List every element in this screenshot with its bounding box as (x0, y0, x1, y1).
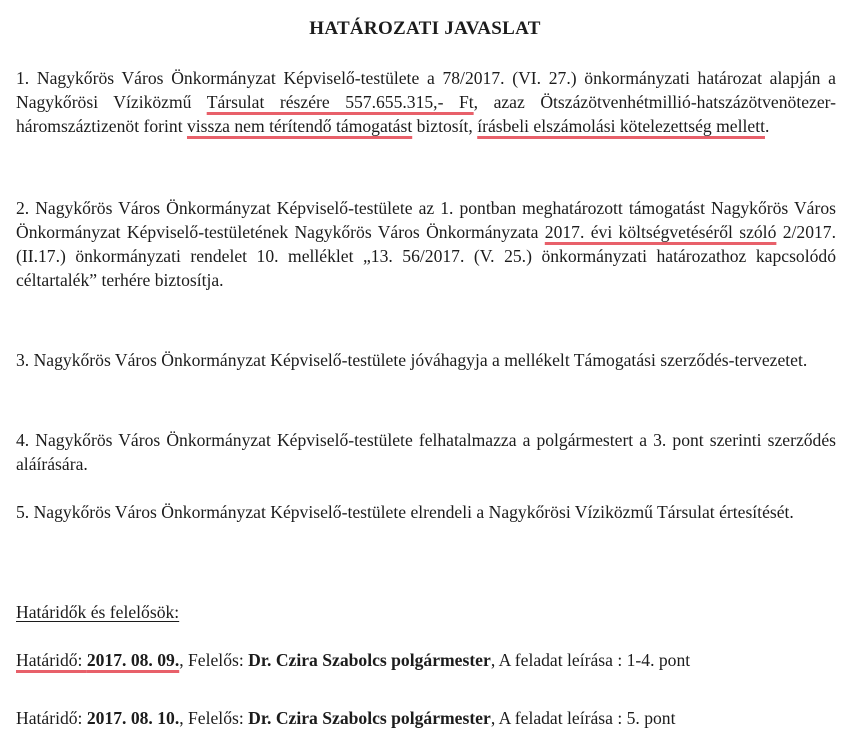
deadlines-heading-text: Határidők és felelősök: (16, 602, 180, 622)
deadline-1-tail: , A feladat leírása : 1-4. pont (490, 650, 691, 670)
resolution-point-1 (16, 66, 836, 138)
point-1-highlight-obligation: írásbeli elszámolási kötelezettség mellett (477, 116, 765, 136)
deadlines-heading (16, 600, 836, 624)
point-1-text-g: . (764, 116, 770, 136)
deadline-2-label: Határidő: (16, 708, 87, 728)
deadline-1-label-date (16, 650, 179, 670)
deadline-1-person: Dr. Czira Szabolcs polgármester (248, 650, 491, 670)
point-2-highlight-budget: 2017. évi költségvetéséről szóló (544, 222, 777, 242)
deadline-1-mid: , Felelős: (179, 650, 249, 670)
point-1-text-a: 1. Nagykőrös Város Önkormányzat Képviselő-testülete a 78/2017. (VI. 27.) önkormányzati határozat alapján a Nagykőrösi Víziközmű (16, 68, 836, 112)
point-1-text-c: , azaz Ötszázötvenhétmillió-hatszázötvenötezer-háromszáztizenöt forint (16, 92, 837, 136)
resolution-point-3: 3. Nagykőrös Város Önkormányzat Képviselő-testülete jóváhagyja a mellékelt Támogatási szerződés-tervezetet. (16, 350, 808, 370)
resolution-point-2 (16, 196, 836, 292)
point-1-highlight-amount: Társulat részére 557.655.315,- Ft (206, 92, 474, 112)
point-2-text-c: 2/2017. (II.17.) önkormányzati rendelet 10. melléklet „13. 56/2017. (V. 25.) önkormányzati határozathoz kapcsolódó céltartalék” terhére biztosítja. (16, 222, 836, 290)
resolution-point-5: 5. Nagykőrös Város Önkormányzat Képviselő-testülete elrendeli a Nagykőrösi Víziközmű Társulat értesítését. (16, 502, 794, 522)
deadline-2-date: 2017. 08. 10. (86, 708, 180, 728)
deadline-2-mid: , Felelős: (179, 708, 249, 728)
resolution-point-4: 4. Nagykőrös Város Önkormányzat Képviselő-testülete felhatalmazza a polgármestert a 3. pont szerinti szerződés aláírására. (16, 430, 836, 474)
document-title: HATÁROZATI JAVASLAT (309, 18, 541, 39)
point-2-text-a: 2. Nagykőrös Város Önkormányzat Képviselő-testülete az 1. pontban meghatározott támogatást Nagykőrös Város Önkormányzat Képviselő-testületének Nagykőrös Város Önkormányzata (16, 198, 836, 242)
deadline-2-person: Dr. Czira Szabolcs polgármester (248, 708, 491, 728)
deadline-1-label: Határidő: (16, 650, 87, 670)
deadline-1-date: 2017. 08. 09. (86, 650, 180, 670)
deadline-item-1 (16, 648, 836, 672)
point-1-text-e: biztosít, (412, 116, 478, 136)
deadline-item-2 (16, 706, 846, 730)
deadline-2-tail: , A feladat leírása : 5. pont (490, 708, 676, 728)
point-1-highlight-grant: vissza nem térítendő támogatást (186, 116, 413, 136)
